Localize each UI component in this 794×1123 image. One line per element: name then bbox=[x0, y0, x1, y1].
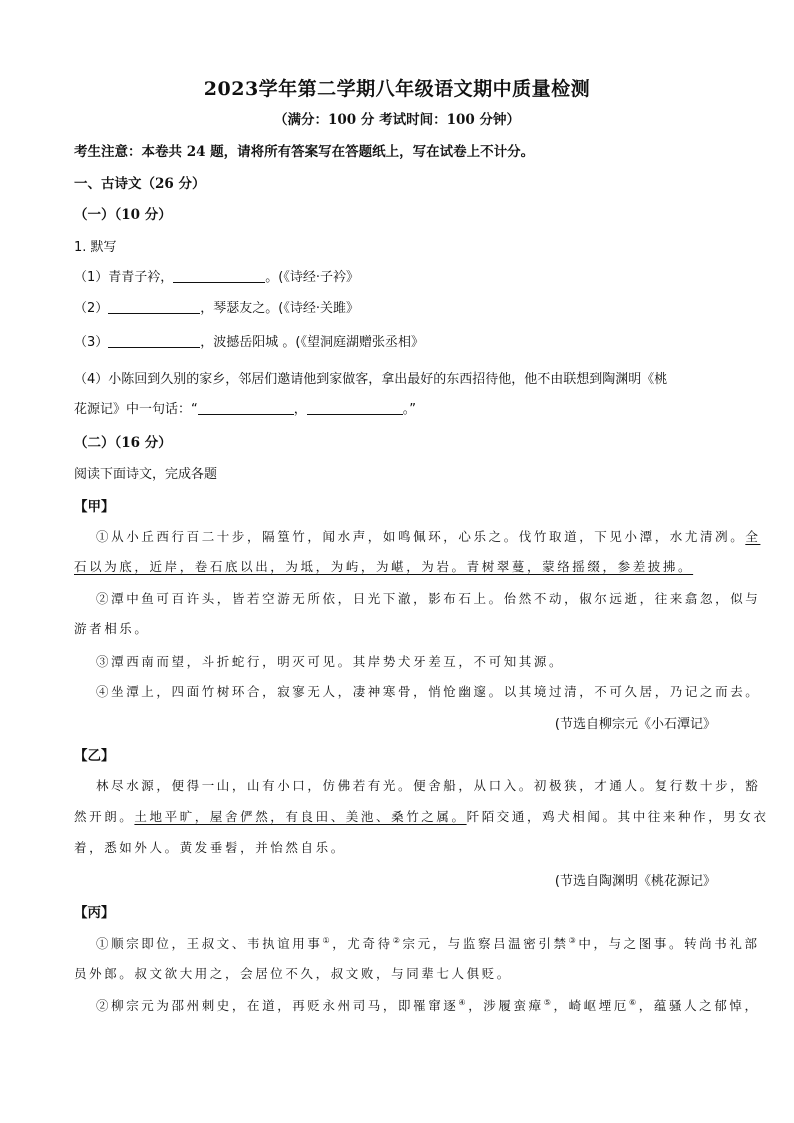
q1-item-3-prefix: （3） bbox=[74, 335, 109, 350]
exam-notice: 考生注意：本卷共 24 题，请将所有答案写在答题纸上，写在试卷上不计分。 bbox=[74, 144, 535, 160]
answer-blank[interactable] bbox=[108, 299, 200, 314]
yi-line2 bbox=[74, 807, 769, 825]
exam-subtitle: （满分：100 分 考试时间：100 分钟） bbox=[274, 112, 520, 128]
yi-underlined-sentence: 土地平旷，屋舍俨然，有良田、美池、桑竹之属。 bbox=[134, 809, 467, 824]
q1-item-3 bbox=[74, 331, 424, 350]
section1-heading: 一、古诗文（26 分） bbox=[74, 176, 206, 192]
q1-item-4-line2 bbox=[74, 398, 416, 417]
bing-text: 中，与之图事。转尚书礼部 bbox=[578, 936, 760, 951]
answer-blank[interactable] bbox=[198, 400, 294, 415]
footnote-ref[interactable]: ③ bbox=[568, 935, 579, 945]
jia-underlined-sentence: 全 bbox=[745, 529, 761, 544]
answer-blank[interactable] bbox=[173, 268, 265, 283]
answer-blank[interactable] bbox=[108, 333, 200, 348]
yi-line2-a: 然开朗。 bbox=[74, 809, 135, 824]
part2-intro: 阅读下面诗文，完成各题 bbox=[74, 467, 218, 482]
bing-line2: 员外郎。叔文欲大用之，会居位不久，叔文败，与同辈七人俱贬。 bbox=[74, 966, 512, 981]
q1-item-1-prefix: （1）青青子衿， bbox=[74, 270, 174, 285]
jia-p1-line2 bbox=[74, 557, 693, 575]
footnote-ref[interactable]: ⑤ bbox=[543, 997, 554, 1007]
bing-text: ，崎岖堙厄 bbox=[553, 998, 629, 1013]
bing-text: 宗元，与监察吕温密引禁 bbox=[402, 936, 569, 951]
passage-jia-label: 【甲】 bbox=[74, 499, 115, 515]
q1-item-3-suffix: ，波撼岳阳城 。(《望洞庭湖赠张丞相》 bbox=[200, 335, 424, 350]
part2-heading: （二）（16 分） bbox=[74, 435, 172, 451]
bing-text: ，涉履蛮瘴 bbox=[468, 998, 544, 1013]
bing-text: ②柳宗元为邵州刺史，在道，再贬永州司马，即罹窜逐 bbox=[96, 998, 459, 1013]
footnote-ref[interactable]: ① bbox=[322, 935, 333, 945]
jia-p3: ③潭西南而望，斗折蛇行，明灭可见。其岸势犬牙差互，不可知其源。 bbox=[96, 654, 565, 669]
footnote-ref[interactable]: ⑥ bbox=[629, 997, 639, 1007]
jia-underlined-sentence-cont: 石以为底，近岸，卷石底以出，为坻，为屿，为嵁，为岩。青树翠蔓，蒙络摇缀，参差披拂。 bbox=[74, 559, 694, 574]
exam-title: 2023学年第二学期八年级语文期中质量检测 bbox=[203, 78, 591, 100]
passage-yi-label: 【乙】 bbox=[74, 748, 115, 764]
q1-item-4-line1: （4）小陈回到久别的家乡，邻居们邀请他到家做客，拿出最好的东西招待他，他不由联想到陶渊明《桃 bbox=[74, 372, 668, 387]
bing-text: ，蕴骚人之郁悼， bbox=[638, 998, 760, 1013]
q1-title: 1. 默写 bbox=[74, 240, 117, 255]
q1-item-1-suffix: 。(《诗经·子衿》 bbox=[265, 270, 359, 285]
yi-line2-b: 阡陌交通，鸡犬相闻。其中往来种作，男女衣 bbox=[466, 809, 769, 824]
bing-text: ①顺宗即位，王叔文、韦执谊用事 bbox=[96, 936, 323, 951]
answer-blank[interactable] bbox=[307, 400, 403, 415]
bing-line1 bbox=[96, 934, 760, 952]
jia-p1-line1 bbox=[96, 527, 760, 545]
bing-line3 bbox=[96, 996, 760, 1014]
passage-bing-label: 【丙】 bbox=[74, 905, 115, 921]
q1-item-4-suffix: 。” bbox=[402, 402, 417, 417]
footnote-ref[interactable]: ② bbox=[392, 935, 403, 945]
q1-item-2-suffix: ，琴瑟友之。(《诗经·关雎》 bbox=[200, 301, 359, 316]
part1-heading: （一）（10 分） bbox=[74, 207, 172, 223]
q1-item-4-prefix: 花源记》中一句话：“ bbox=[74, 402, 198, 417]
jia-source: (节选自柳宗元《小石潭记》 bbox=[554, 717, 716, 732]
jia-p2-line2: 游者相乐。 bbox=[74, 621, 150, 636]
jia-p1-text: ①从小丘西行百二十步，隔篁竹，闻水声，如鸣佩环，心乐之。伐竹取道，下见小潭，水尤清冽。 bbox=[96, 529, 746, 544]
yi-line1: 林尽水源，便得一山，山有小口，仿佛若有光。便舍船，从口入。初极狭，才通人。复行数十步，豁 bbox=[96, 778, 761, 793]
yi-line3: 着，悉如外人。黄发垂髫，并怡然自乐。 bbox=[74, 840, 346, 855]
q1-item-2 bbox=[74, 297, 359, 316]
yi-source: (节选自陶渊明《桃花源记》 bbox=[554, 874, 716, 889]
footnote-ref[interactable]: ④ bbox=[458, 997, 469, 1007]
q1-item-2-prefix: （2） bbox=[74, 301, 109, 316]
q1-item-1 bbox=[74, 266, 359, 285]
q1-item-4-mid: ， bbox=[293, 402, 307, 417]
bing-text: ，尤奇待 bbox=[332, 936, 393, 951]
jia-p2-line1: ②潭中鱼可百许头，皆若空游无所依，日光下澈，影布石上。佁然不动，俶尔远逝，往来翕忽，似与 bbox=[96, 591, 761, 606]
jia-p4: ④坐潭上，四面竹树环合，寂寥无人，凄神寒骨，悄怆幽邃。以其境过清，不可久居，乃记之而去。 bbox=[96, 684, 761, 699]
